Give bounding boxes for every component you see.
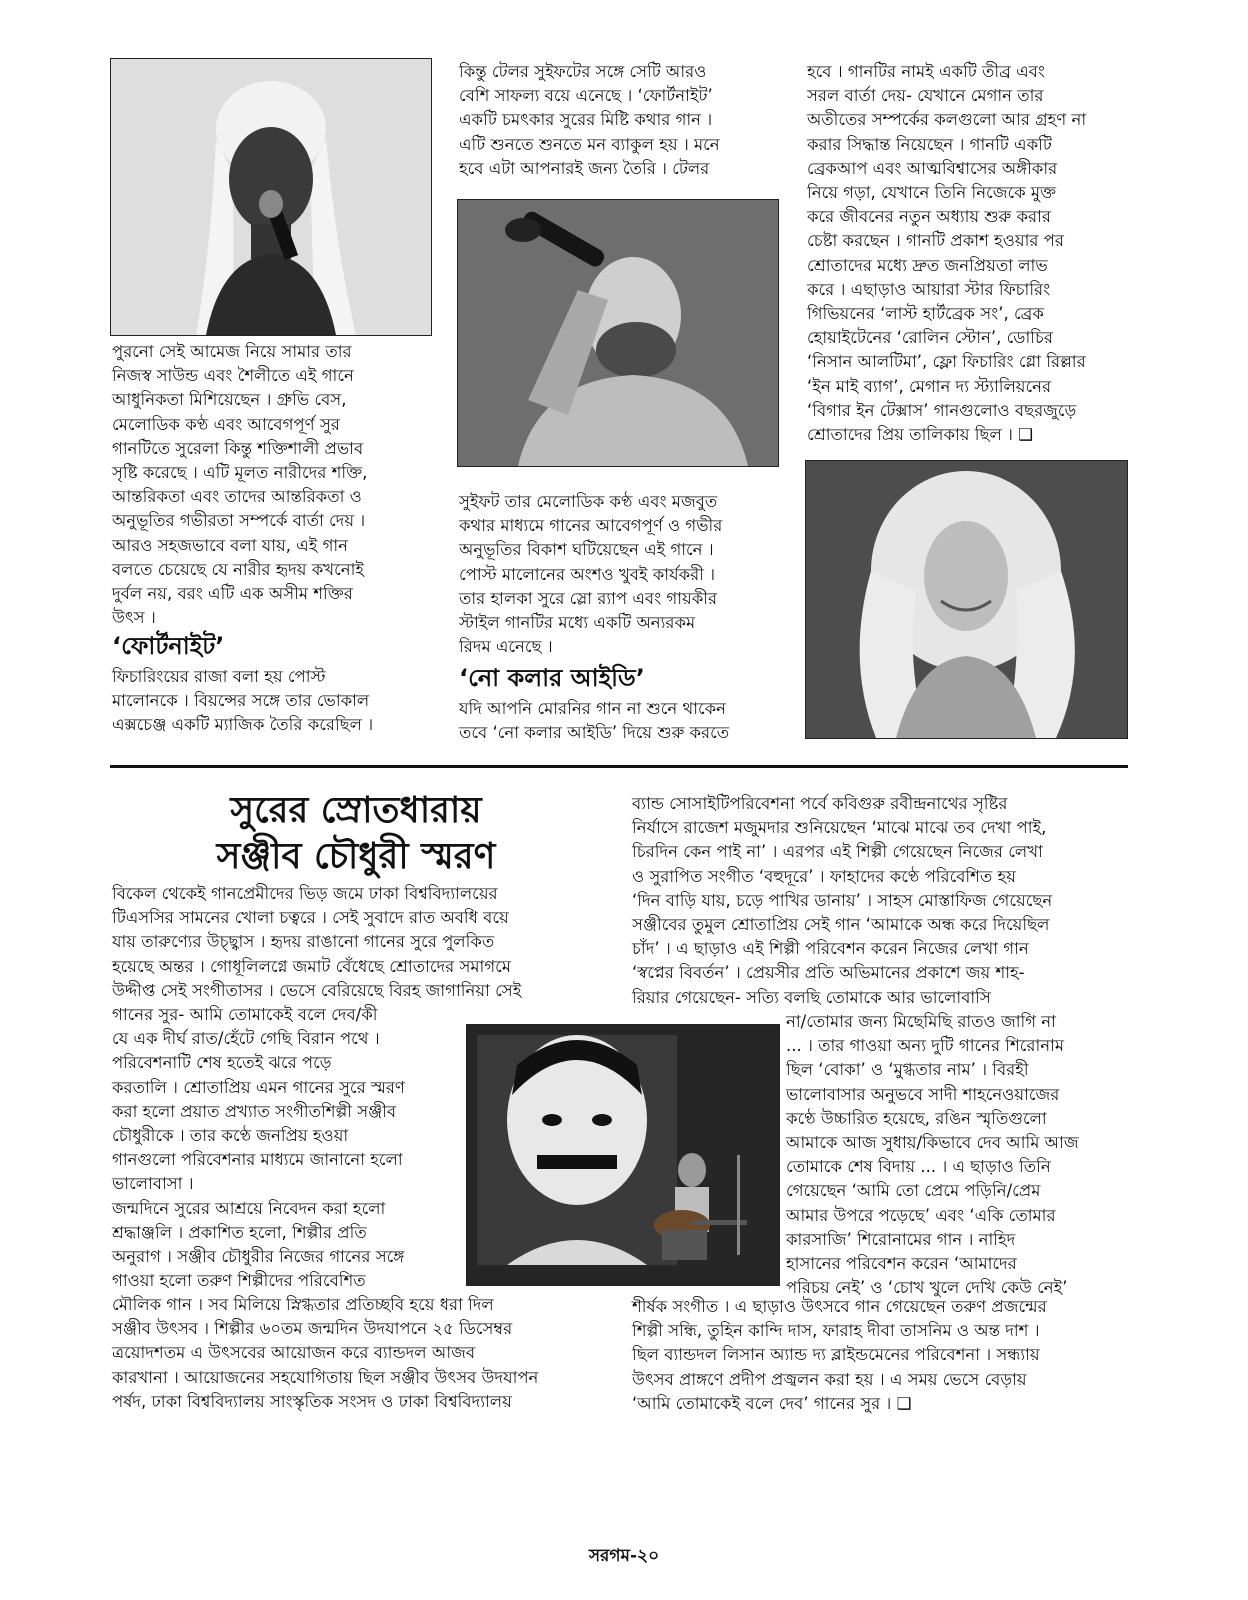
article1-col1-para2: ফিচারিংয়ের রাজা বলা হয় পোস্ট মালোনকে । বিয়ন্সের সঙ্গে তার ভোকাল এক্সচেঞ্জ একটি ম্যাজিক তৈরি করেছিল । <box>112 667 374 735</box>
article2-left-full: বিকেল থেকেই গানপ্রেমীদের ভিড় জমে ঢাকা বিশ্ববিদ্যালয়ের টিএসসির সামনের খোলা চত্বরে । সেই সুবাদে রাত অবধি বয়ে যায় তারুণ্যের উচ্ছ্বাস । হৃদয় রাঙানো গানের সুরে পুলকিত হয়েছে অন্তর । গোধূলিলগ্নে জমাট বেঁধেছে শ্রোতাদের সমাগমে উদ্দীপ্ত সেই সংগীতাসর । ভেসে বেরিয়েছে বিরহ জাগানিয়া সেই <box>112 884 522 1000</box>
photo-female-singer-illustration <box>111 59 431 335</box>
article2-right-bottom: শীর্ষক সংগীত । এ ছাড়াও উৎসবে গান গেয়েছেন তরুণ প্রজন্মের শিল্পী সন্ধি, তুহিন কান্দি দাস, ফারাহ দীবা তাসনিম ও অন্ত দাশ । ছিল ব্যান্ডদল লিসান অ্যান্ড দ্য ব্লাইন্ডমেনের পরিবেশনা । সন্ধ্যায় উৎসব প্রাঙ্গণে প্রদীপ প্রজ্বলন করা হয় । এ সময় ভেসে বেড়ায় ‘আমি তোমাকেই বলে দেব’ গানের সুর । ❑ <box>632 1297 1047 1413</box>
photo-male-singer-microphone <box>457 199 779 467</box>
photo-concert-illustration <box>467 1025 779 1285</box>
article2-left-bottom: মৌলিক গান । সব মিলিয়ে স্নিগ্ধতার প্রতিচ্ছবি হয়ে ধরা দিল সঞ্জীব উৎসব । শিল্পীর ৬০তম জন্মদিন উদযাপনে ২৫ ডিসেম্বর ত্রয়োদশতম এ উৎসবের আয়োজন করে ব্যান্ডদল আজব কারখানা । আয়োজনের সহযোগিতায় ছিল সঞ্জীব উৎসব উদযাপন পর্ষদ, ঢাকা বিশ্ববিদ্যালয় সাংস্কৃতিক সংসদ ও ঢাকা বিশ্ববিদ্যালয় <box>112 1295 539 1411</box>
article2-left-narrow: গানের সুর- আমি তোমাকেই বলে দেব/কী যে এক দীর্ঘ রাত/হেঁটে গেছি বিরান পথে । পরিবেশনাটি শেষ হতেই ঝরে পড়ে করতালি । শ্রোতাপ্রিয় এমন গানের সুরে স্মরণ করা হলো প্রয়াত প্রখ্যাত সংগীতশিল্পী সঞ্জীব চৌধুরীকে । তার কণ্ঠে জনপ্রিয় হওয়া গানগুলো পরিবেশনার মাধ্যমে জানানো হলো ভালোবাসা । জন্মদিনে সুরের আশ্রয়ে নিবেদন করা হলো শ্রদ্ধাঞ্জলি । প্রকাশিত হলো, শিল্পীর প্রতি অনুরাগ । সঞ্জীব চৌধুরীর নিজের গানের সঙ্গে গাওয়া হলো তরুণ শিল্পীদের পরিবেশিত <box>112 1005 405 1291</box>
article1-col2-para1: কিন্তু টেলর সুইফটের সঙ্গে সেটি আরও বেশি সাফল্য বয়ে এনেছে । ‘ফোর্টনাইট’ একটি চমৎকার সুরের মিষ্টি কথার গান । এটি শুনতে শুনতে মন ব্যাকুল হয় । মনে হবে এটা আপনারই জন্য তৈরি । টেলর <box>459 62 720 178</box>
article2-headline-line2: সঞ্জীব চৌধুরী স্মরণ <box>216 836 496 877</box>
photo-male-singer-illustration <box>458 200 778 466</box>
article2-headline-line1: সুরের স্রোতধারায় <box>230 790 482 831</box>
photo-concert-guitarist-mural <box>466 1024 780 1286</box>
article2-right-full: ব্যান্ড সোসাইটিপরিবেশনা পর্বে কবিগুরু রবীন্দ্রনাথের সৃষ্টির নির্যাসে রাজেশ মজুমদার শুনিয়েছেন ‘মাঝে মাঝে তব দেখা পাই, চিরদিন কেন পাই না’ । এরপর এই শিল্পী গেয়েছেন নিজের লেখা ও সুরাপিত সংগীত ‘বহুদূরে’ । ফাহাদের কণ্ঠে পরিবেশিত হয় ‘দিন বাড়ি যায়, চড়ে পাখির ডানায়’ । সাহস মোস্তাফিজ গেয়েছেন সঞ্জীবের তুমুল শ্রোতাপ্রিয় সেই গান ‘আমাকে অন্ধ করে দিয়েছিল চাঁদ’ । এ ছাড়াও এই শিল্পী পরিবেশন করেন নিজের লেখা গান ‘স্বপ্নের বিবর্তন’ । প্রেয়সীর প্রতি অভিমানের প্রকাশে জয় শাহ- রিয়ার গেয়েছেন- সত্যি বলছি তোমাকে আর ভালোবাসি <box>632 794 1053 1007</box>
article1-col2-para2: সুইফট তার মেলোডিক কণ্ঠ এবং মজবুত কথার মাধ্যমে গানের আবেগপূর্ণ ও গভীর অনুভূতির বিকাশ ঘটিয়েছেন এই গানে । পোস্ট মালোনের অংশও খুবই কার্যকরী । তার হালকা সুরে স্লো র‌্যাপ এবং গায়কীর স্টাইল গানটির মধ্যে একটি অন্যরকম রিদম এনেছে । <box>459 492 723 657</box>
page-number-footer: সরগম-২০ <box>588 1546 660 1566</box>
subheading-fortnight: ‘ফোর্টনাইট’ <box>112 632 225 660</box>
photo-female-singer-microphone <box>110 58 432 336</box>
article1-col1-para1: পুরনো সেই আমেজ নিয়ে সামার তার নিজস্ব সাউন্ড এবং শৈলীতে এই গানে আধুনিকতা মিশিয়েছেন । গ্রুভি বেস, মেলোডিক কণ্ঠ এবং আবেগপূর্ণ সুর গানটিতে সুরেলা কিন্তু শক্তিশালী প্রভাব সৃষ্টি করেছে । এটি মূলত নারীদের শক্তি, আন্তরিকতা এবং তাদের আন্তরিকতা ও অনুভূতির গভীরতা সম্পর্কে বার্তা দেয় । আরও সহজভাবে বলা যায়, এই গান বলতে চেয়েছে যে নারীর হৃদয় কখনোই দুর্বল নয়, বরং এটি এক অসীম শক্তির উৎস । <box>112 342 368 628</box>
photo-female-singer2-illustration <box>806 461 1127 738</box>
article1-col2-para3: যদি আপনি মোরনির গান না শুনে থাকেন তবে ‘নো কলার আইডি’ দিয়ে শুরু করতে <box>459 699 730 743</box>
photo-female-singer-smiling <box>805 460 1128 739</box>
article1-col3-para1: হবে । গানটির নামই একটি তীব্র এবং সরল বার্তা দেয়- যেখানে মেগান তার অতীতের সম্পর্কের কলগুলো আর গ্রহণ না করার সিদ্ধান্ত নিয়েছেন । গানটি একটি ব্রেকআপ এবং আত্মবিশ্বাসের অঙ্গীকার নিয়ে গড়া, যেখানে তিনি নিজেকে মুক্ত করে জীবনের নতুন অধ্যায় শুরু করার চেষ্টা করছেন । গানটি প্রকাশ হওয়ার পর শ্রোতাদের মধ্যে দ্রুত জনপ্রিয়তা লাভ করে । এছাড়াও আয়ারা স্টার ফিচারিং গিভিয়নের ‘লাস্ট হার্টব্রেক সং’, ব্রেক হোয়াইটেনের ‘রোলিন স্টোন’, ডোচির ‘নিসান আলটিমা’, ফ্লো ফিচারিং গ্লো রিল্লার ‘ইন মাই ব্যাগ’, মেগান দ্য স্ট্যালিয়নের ‘বিগার ইন টেক্সাস’ গানগুলোও বছরজুড়ে শ্রোতাদের প্রিয় তালিকায় ছিল । ❑ <box>807 62 1087 445</box>
subheading-no-caller-id: ‘নো কলার আইডি’ <box>459 664 645 692</box>
article2-right-narrow: না/তোমার জন্য মিছেমিছি রাতও জাগি না ... । তার গাওয়া অন্য দুটি গানের শিরোনাম ছিল ‘বোকা’ ও ‘মুগ্ধতার নাম’ । বিরহী ভালোবাসার অনুভবে সাদী শাহনেওয়াজের কণ্ঠে উচ্চারিত হয়েছে, রঙিন স্মৃতিগুলো আমাকে আজ সুধায়/কিভাবে দেব আমি আজ তোমাকে শেষ বিদায় ... । এ ছাড়াও তিনি গেয়েছেন ‘আমি তো প্রেমে পড়িনি/প্রেম আমার উপরে পড়েছে’ এবং ‘একি তোমার কারসাজি’ শিরোনামের গান । নাহিদ হাসানের পরিবেশন করেন ‘আমাদের পরিচয় নেই’ ও ‘চোখ খুলে দেখি কেউ নেই’ <box>786 1012 1079 1298</box>
section-divider <box>110 765 1128 768</box>
